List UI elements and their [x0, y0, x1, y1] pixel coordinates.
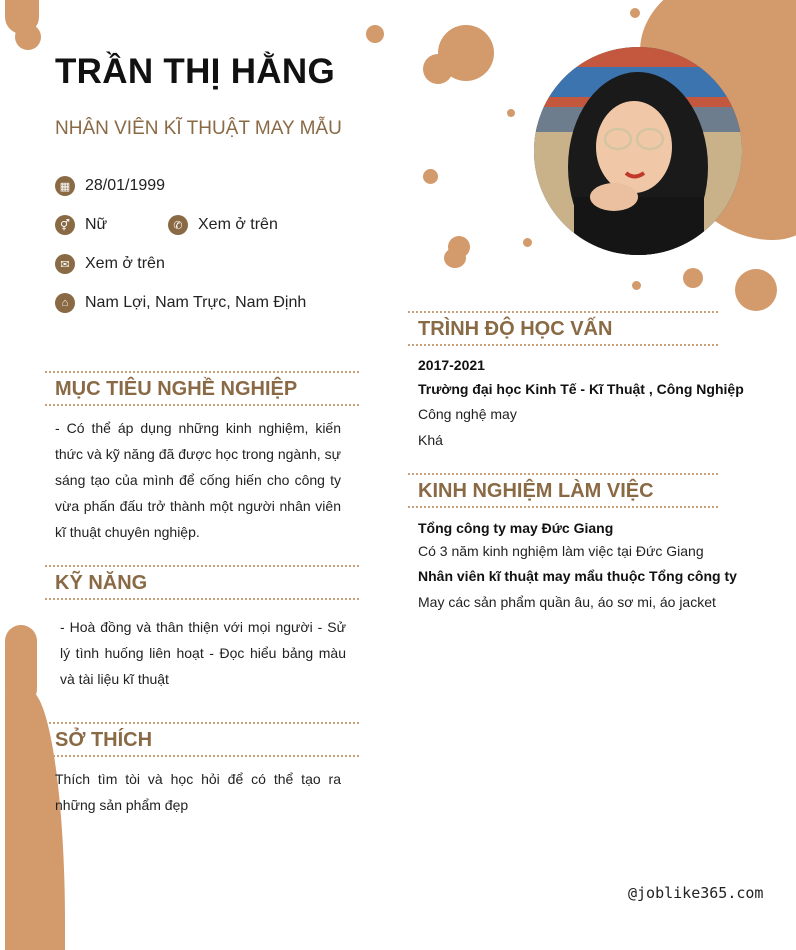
home-icon: ⌂ [55, 293, 75, 313]
email-value: Xem ở trên [85, 255, 165, 272]
decor-dot [423, 54, 453, 84]
education-major: Công nghệ may [418, 406, 517, 422]
gender-row [55, 215, 107, 235]
email-icon: ✉ [55, 254, 75, 274]
skills-heading: KỸ NĂNG [45, 565, 359, 600]
skills-text: - Hoà đồng và thân thiện với mọi người - Sử lý tình huống liên hoạt - Đọc hiểu bảng màu và tài liệu kĩ thuật [60, 619, 346, 687]
education-heading: TRÌNH ĐỘ HỌC VẤN [408, 311, 718, 346]
candidate-name: TRẦN THỊ HẰNG [55, 52, 335, 91]
decor-dot [15, 24, 41, 50]
job-title: NHÂN VIÊN KĨ THUẬT MAY MẪU [55, 118, 342, 139]
gender-value: Nữ [85, 216, 108, 233]
profile-photo [534, 47, 742, 255]
watermark: @joblike365.com [628, 884, 764, 902]
education-school: Trường đại học Kinh Tế - Kĩ Thuật , Công Nghiệp [418, 381, 744, 397]
experience-description: May các sản phẩm quần âu, áo sơ mi, áo jacket [418, 594, 716, 610]
education-grade: Khá [418, 432, 443, 448]
phone-icon: ✆ [168, 215, 188, 235]
phone-row [168, 215, 278, 235]
hobbies-text: Thích tìm tòi và học hỏi để có thể tạo ra những sản phẩm đẹp [55, 771, 341, 813]
decor-dot [366, 25, 384, 43]
address-value: Nam Lợi, Nam Trực, Nam Định [85, 294, 307, 311]
phone-value: Xem ở trên [198, 216, 278, 233]
education-years: 2017-2021 [418, 357, 485, 373]
address-row [55, 293, 306, 313]
decor-dot [423, 169, 438, 184]
decor-dot [632, 281, 641, 290]
birthday-value: 28/01/1999 [85, 177, 166, 194]
birthday-row [55, 176, 165, 196]
experience-company: Tổng công ty may Đức Giang [418, 520, 614, 536]
experience-position: Nhân viên kĩ thuật may mẩu thuộc Tổng công ty [418, 568, 737, 584]
hobbies-heading: SỞ THÍCH [45, 722, 359, 757]
calendar-icon: ▦ [55, 176, 75, 196]
objective-text: - Có thể áp dụng những kinh nghiệm, kiến thức và kỹ năng đã được học trong ngành, sự sáng tạo của mình để cống hiến cho công ty vừa phấn đấu trở thành một người nhân viên kĩ thuật chuyên nghiệp. [55, 420, 341, 540]
decor-dot [507, 109, 515, 117]
decor-dot [735, 269, 777, 311]
decor-dot [630, 8, 640, 18]
objective-heading: MỤC TIÊU NGHỀ NGHIỆP [45, 371, 359, 406]
decor-dot [523, 238, 532, 247]
email-row [55, 254, 165, 274]
decor-dot [683, 268, 703, 288]
experience-heading: KINH NGHIỆM LÀM VIỆC [408, 473, 718, 508]
decor-dot [444, 248, 466, 268]
profile-photo-illustration [534, 47, 742, 255]
experience-summary: Có 3 năm kinh nghiệm làm việc tại Đức Giang [418, 543, 704, 559]
gender-icon: ⚥ [55, 215, 75, 235]
